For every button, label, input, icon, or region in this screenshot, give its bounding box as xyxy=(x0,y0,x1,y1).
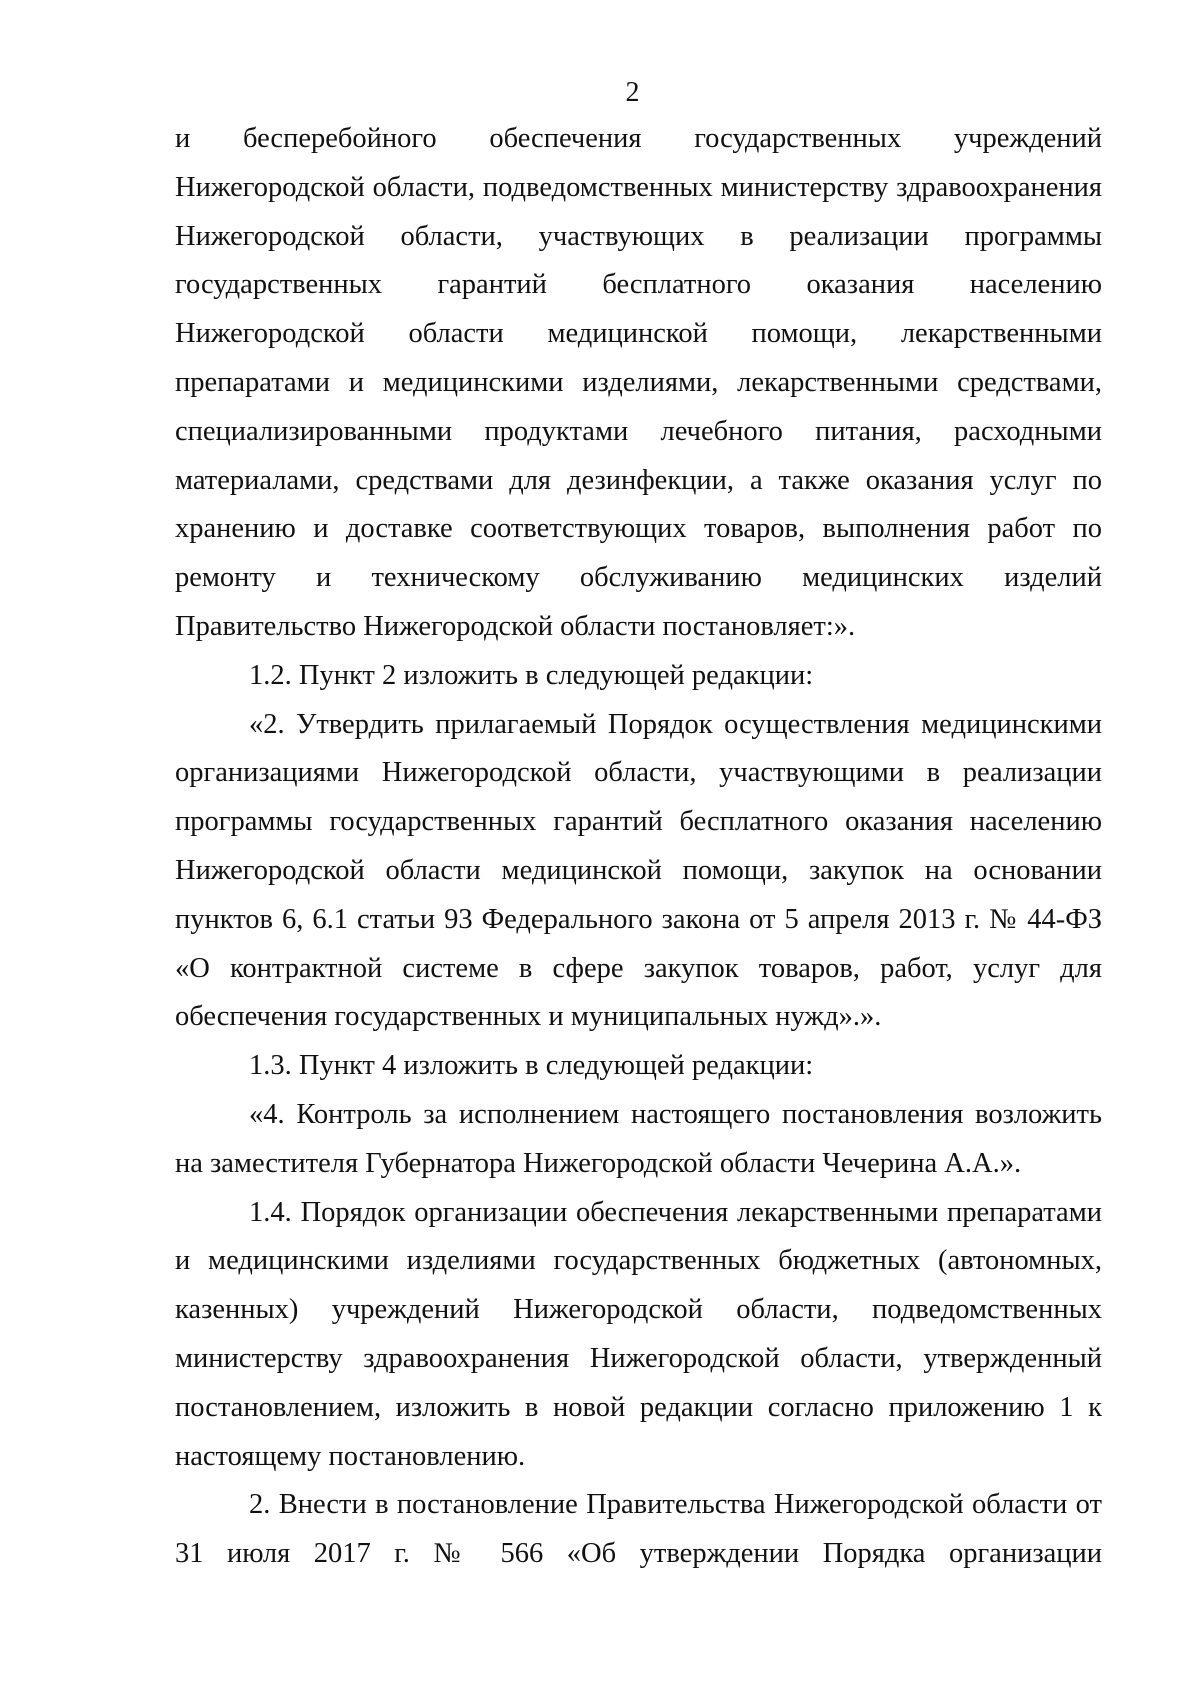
page-number: 2 xyxy=(625,77,640,108)
paragraph-item-1-3-quote: «4. Контроль за исполнением настоящего постановления возложить на заместителя Губернатора Нижегородской области Чечерина А.А.». xyxy=(175,1098,1102,1179)
paragraph-item-1-2: 1.2. Пункт 2 изложить в следующей редакции: xyxy=(249,659,814,691)
paragraph-item-1-4: 1.4. Порядок организации обеспечения лекарственными препаратами и медицинскими изделиями государственных бюджетных (автономных, казенных) учреждений Нижегородской области, подведомственных министерству здравоохранения Нижегородской области, утвержденный постановлением, изложить в новой редакции согласно приложению 1 к настоящему постановлению. xyxy=(175,1196,1102,1472)
paragraph-item-1-3: 1.3. Пункт 4 изложить в следующей редакции: xyxy=(249,1050,814,1082)
paragraph-item-1-2-quote: «2. Утвердить прилагаемый Порядок осуществления медицинскими организациями Нижегородской области, участвующими в реализации программы государственных гарантий бесплатного оказания населению Нижегородской области медицинской помощи, закупок на основании пунктов 6, 6.1 статьи 93 Федерального закона от 5 апреля 2013 г. № 44-ФЗ «О контрактной системе в сфере закупок товаров, работ, услуг для обеспечения государственных и муниципальных нужд».». xyxy=(175,708,1102,1033)
paragraph-continuation: и бесперебойного обеспечения государственных учреждений Нижегородской области, подведомственных министерству здравоохранения Нижегородской области, участвующих в реализации программы государственных гарантий бесплатного оказания населению Нижегородской области медицинской помощи, лекарственными препаратами и медицинскими изделиями, лекарственными средствами, специализированными продуктами лечебного питания, расходными материалами, средствами для дезинфекции, а также оказания услуг по хранению и доставке соответствующих товаров, выполнения работ по ремонту и техническому обслуживанию медицинских изделий Правительство Нижегородской области постановляет:». xyxy=(175,123,1102,642)
document-body xyxy=(175,115,1102,1579)
paragraph-item-2: 2. Внести в постановление Правительства Нижегородской области от 31 июля 2017 г. № 566 «Об утверждении Порядка организации xyxy=(175,1489,1102,1570)
